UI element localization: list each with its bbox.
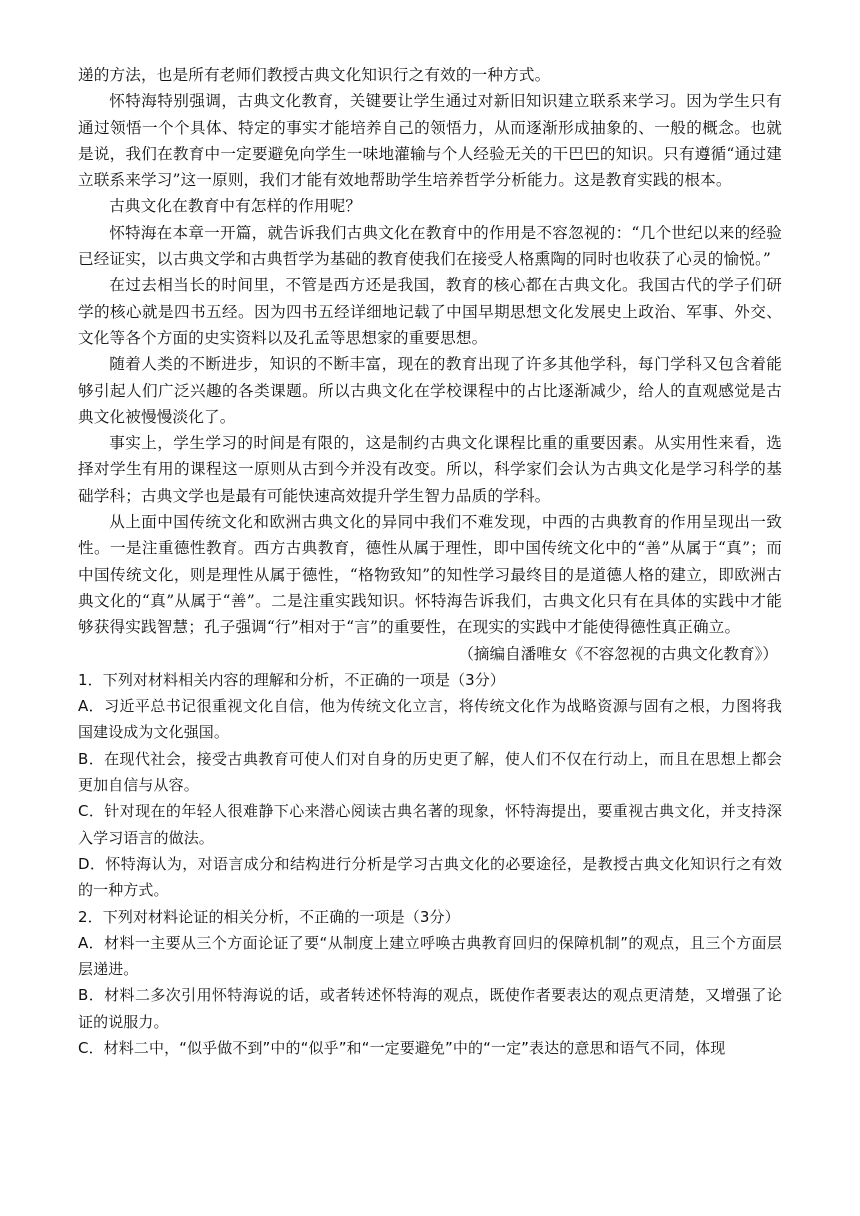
- answer-option: B．在现代社会，接受古典教育可使人们对自身的历史更了解，使人们不仅在行动上，而且在思想上都会更加自信与从容。: [78, 749, 782, 795]
- answer-option: A．习近平总书记很重视文化自信，他为传统文化立言，将传统文化作为战略资源与固有之根，力图将我国建设成为文化强国。: [78, 697, 782, 742]
- paragraph: 随着人类的不断进步，知识的不断丰富，现在的教育出现了许多其他学科，每门学科又包含着能够引起人们广泛兴趣的各类课题。所以古典文化在学校课程中的占比逐渐减少，给人的直观感觉是古典文化被慢慢淡化了。: [78, 355, 782, 426]
- source-citation: （摘编自潘唯女《不容忽视的古典文化教育》）: [458, 644, 778, 663]
- paragraph: 在过去相当长的时间里，不管是西方还是我国，教育的核心都在古典文化。我国古代的学子们研学的核心就是四书五经。因为四书五经详细地记载了中国早期思想文化发展史上政治、军事、外交、文化等各个方面的史实资料以及孔孟等思想家的重要思想。: [78, 276, 782, 347]
- answer-option: B．材料二多次引用怀特海说的话，或者转述怀特海的观点，既使作者要表达的观点更清楚，又增强了论证的说服力。: [78, 986, 782, 1031]
- paragraph: 从上面中国传统文化和欧洲古典文化的异同中我们不难发现，中西的古典教育的作用呈现出一致性。一是注重德性教育。西方古典教育，德性从属于理性，即中国传统文化中的“善”从属于“真”；而中国传统文化，则是理性从属于德性，“格物致知”的知性学习最终目的是道德人格的建立，即欧洲古典文化的“真”从属于“善”。二是注重实践知识。怀特海告诉我们，古典文化只有在具体的实践中才能够获得实践智慧；孔子强调“行”相对于“言”的重要性，在现实的实践中才能使得德性真正确立。: [78, 513, 782, 637]
- answer-option: D．怀特海认为，对语言成分和结构进行分析是学习古典文化的必要途径，是教授古典文化知识行之有效的一种方式。: [78, 854, 782, 900]
- answer-option: C．针对现在的年轻人很难静下心来潜心阅读古典名著的现象，怀特海提出，要重视古典文化，并支持深入学习语言的做法。: [78, 802, 782, 847]
- answer-option: C．材料二中，“似乎做不到”中的“似乎”和“一定要避免”中的“一定”表达的意思和语气不同，体现: [78, 1038, 726, 1057]
- paragraph: 事实上，学生学习的时间是有限的，这是制约古典文化课程比重的重要因素。从实用性来看，选择对学生有用的课程这一原则从古到今并没有改变。所以，科学家们会认为古典文化是学习科学的基础学科；古典文学也是最有可能快速高效提升学生智力品质的学科。: [78, 434, 782, 505]
- paragraph-continuation: 递的方法，也是所有老师们教授古典文化知识行之有效的一种方式。: [78, 66, 551, 84]
- paragraph: 怀特海特别强调，古典文化教育，关键要让学生通过对新旧知识建立联系来学习。因为学生只有通过领悟一个个具体、特定的事实才能培养自己的领悟力，从而逐渐形成抽象的、一般的概念。也就是说，我们在教育中一定要避免向学生一味地灌输与个人经验无关的干巴巴的知识。只有遵循“通过建立联系来学习”这一原则，我们才能有效地帮助学生培养哲学分析能力。这是教育实践的根本。: [78, 92, 782, 190]
- question-stem: 1．下列对材料相关内容的理解和分析，不正确的一项是（3分）: [78, 670, 505, 689]
- answer-option: A．材料一主要从三个方面论证了要“从制度上建立呼唤古典教育回归的保障机制”的观点，且三个方面层层递进。: [78, 933, 782, 979]
- paragraph-question-heading: 古典文化在教育中有怎样的作用呢？: [109, 197, 362, 216]
- paragraph: 怀特海在本章一开篇，就告诉我们古典文化在教育中的作用是不容忽视的：“几个世纪以来的经验已经证实，以古典文学和古典哲学为基础的教育使我们在接受人格熏陶的同时也收获了心灵的愉悦。”: [78, 223, 782, 269]
- question-stem: 2．下列对材料论证的相关分析，不正确的一项是（3分）: [78, 907, 460, 926]
